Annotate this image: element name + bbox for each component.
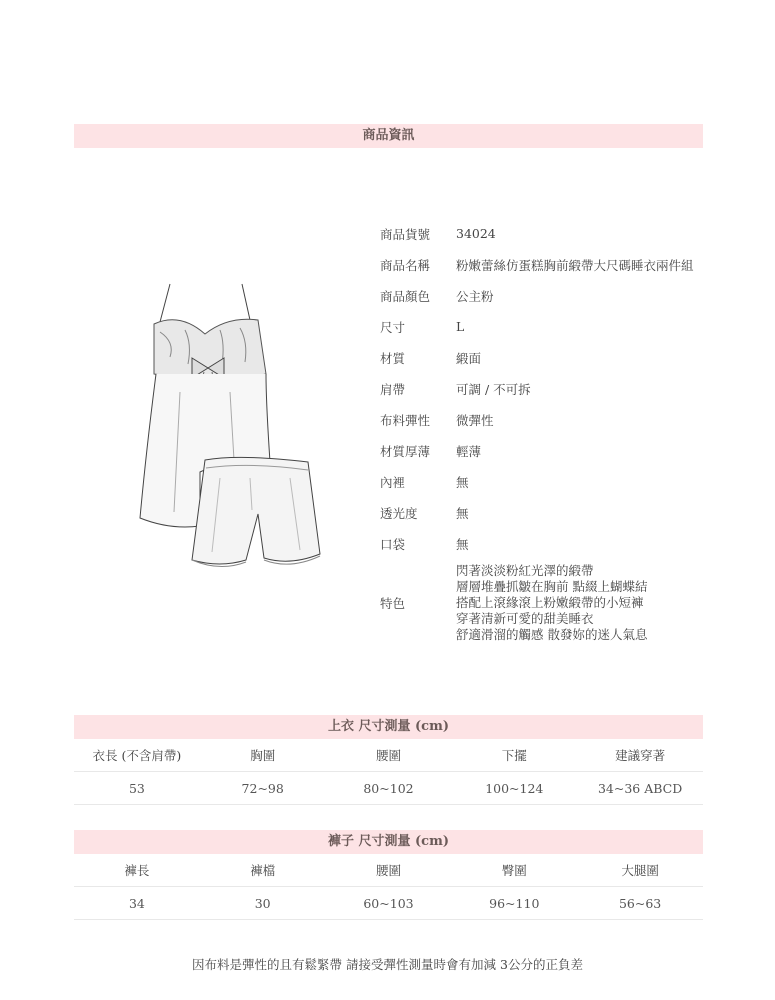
- spec-label: 尺寸: [380, 319, 406, 335]
- spec-row-pocket: [380, 528, 710, 559]
- spec-value: 無: [456, 474, 469, 490]
- column-header: 下擺: [451, 739, 577, 772]
- column-header: 腰圍: [326, 739, 452, 772]
- spec-row-lining: [380, 466, 710, 497]
- spec-value: 粉嫩蕾絲仿蛋糕胸前緞帶大尺碼睡衣兩件組: [456, 257, 694, 273]
- table-row: [74, 772, 703, 805]
- table-cell: 96~110: [451, 887, 577, 920]
- column-header: 胸圍: [200, 739, 326, 772]
- spec-row-sku: [380, 218, 710, 249]
- spec-label: 透光度: [380, 505, 418, 521]
- spec-list: [380, 218, 710, 643]
- feature-line: 閃著淡淡粉紅光澤的緞帶: [456, 563, 594, 578]
- table-cell: 80~102: [326, 772, 452, 805]
- spec-label: 內裡: [380, 474, 406, 490]
- spec-label: 商品名稱: [380, 257, 431, 273]
- column-header: 衣長 (不含肩帶): [74, 739, 200, 772]
- table-cell: 56~63: [577, 887, 703, 920]
- spec-value: 公主粉: [456, 288, 494, 304]
- feature-line: 層層堆疊抓皺在胸前 點綴上蝴蝶結: [456, 579, 648, 594]
- spec-value: 34024: [456, 226, 496, 241]
- table-cell: 60~103: [326, 887, 452, 920]
- column-header: 褲檔: [200, 854, 326, 887]
- spec-label: 商品貨號: [380, 226, 431, 242]
- feature-line: 穿著清新可愛的甜美睡衣: [456, 611, 594, 626]
- table-row: [74, 887, 703, 920]
- spec-value: 微彈性: [456, 412, 494, 428]
- table-cell: 34~36 ABCD: [577, 772, 703, 805]
- top-size-table: [74, 715, 703, 805]
- spec-label: 布料彈性: [380, 412, 431, 428]
- column-header: 建議穿著: [577, 739, 703, 772]
- spec-label: 材質厚薄: [380, 443, 431, 459]
- spec-row-transparency: [380, 497, 710, 528]
- spec-row-size: [380, 311, 710, 342]
- spec-label: 商品顏色: [380, 288, 431, 304]
- feature-line: 舒適滑溜的觸感 散發妳的迷人氣息: [456, 627, 648, 642]
- bottom-size-header: 褲子 尺寸測量 (cm): [74, 830, 703, 854]
- feature-line: 搭配上滾緣滾上粉嫩緞帶的小短褲: [456, 595, 644, 610]
- column-header: 大腿圍: [577, 854, 703, 887]
- right-strap: [242, 284, 250, 320]
- spec-value: 緞面: [456, 350, 482, 366]
- column-header: 臀圍: [451, 854, 577, 887]
- spec-label: 口袋: [380, 536, 406, 552]
- table-cell: 53: [74, 772, 200, 805]
- spec-value: 無: [456, 505, 469, 521]
- column-header: 褲長: [74, 854, 200, 887]
- feature-lines: [456, 563, 710, 643]
- table-cell: 34: [74, 887, 200, 920]
- spec-value: L: [456, 319, 465, 334]
- table-header-row: [74, 854, 703, 887]
- left-strap: [160, 284, 170, 322]
- product-image: [130, 282, 340, 582]
- spec-row-color: [380, 280, 710, 311]
- table-cell: 30: [200, 887, 326, 920]
- spec-label: 材質: [380, 350, 406, 366]
- spec-label: 特色: [380, 596, 406, 611]
- spec-row-feature: [380, 563, 710, 643]
- footnote: 因布料是彈性的且有鬆緊帶 請接受彈性測量時會有加減 3公分的正負差: [192, 957, 583, 972]
- spec-row-thickness: [380, 435, 710, 466]
- spec-row-name: [380, 249, 710, 280]
- spec-value: 輕薄: [456, 443, 482, 459]
- bottom-size-table: [74, 830, 703, 920]
- table-header-row: [74, 739, 703, 772]
- spec-value: 無: [456, 536, 469, 552]
- column-header: 腰圍: [326, 854, 452, 887]
- product-info-header: 商品資訊: [74, 124, 703, 148]
- spec-row-elasticity: [380, 404, 710, 435]
- table-cell: 72~98: [200, 772, 326, 805]
- table-cell: 100~124: [451, 772, 577, 805]
- spec-value: 可調 / 不可拆: [456, 381, 531, 397]
- spec-row-straps: [380, 373, 710, 404]
- spec-label: 肩帶: [380, 381, 406, 397]
- top-size-header: 上衣 尺寸測量 (cm): [74, 715, 703, 739]
- spec-row-material: [380, 342, 710, 373]
